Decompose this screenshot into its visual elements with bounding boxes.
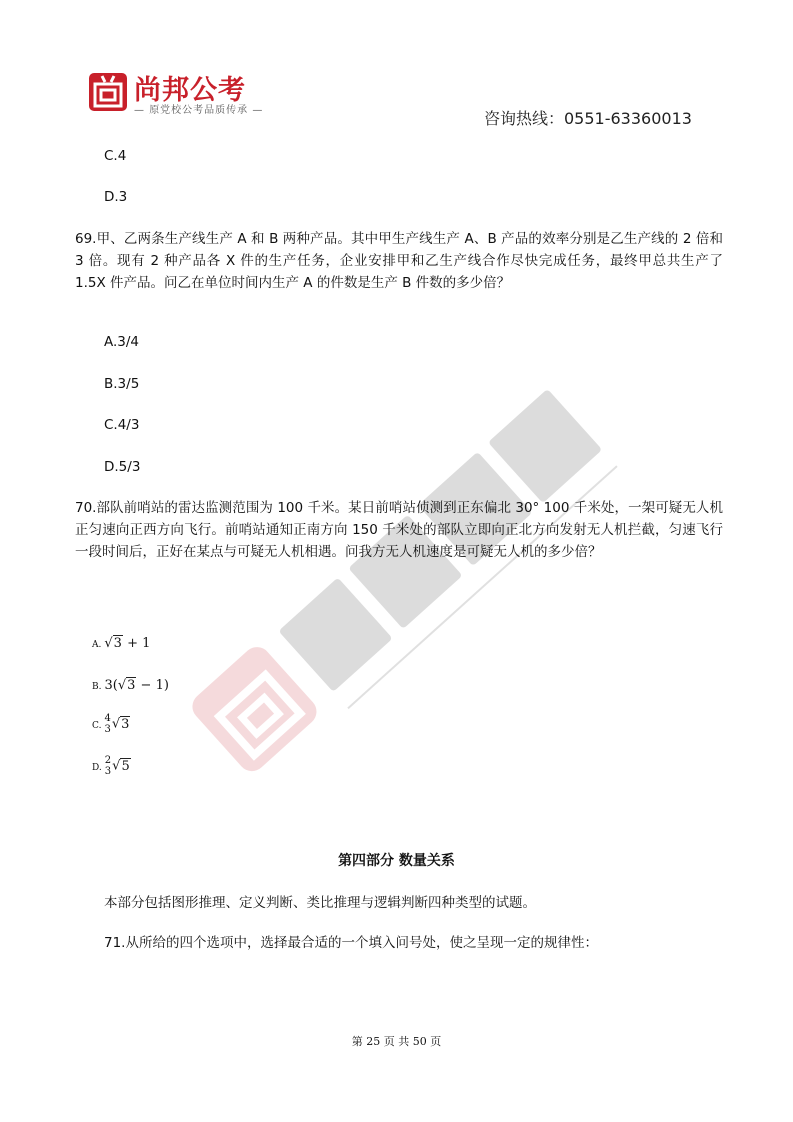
prev-option-d: D.3	[104, 189, 128, 205]
hotline: 咨询热线：0551-63360013	[484, 109, 692, 128]
q69-option-b: B.3/5	[104, 376, 140, 392]
section-intro: 本部分包括图形推理、定义判断、类比推理与逻辑判断四种类型的试题。	[104, 895, 536, 911]
q70-option-d: D. 2 3 √5	[92, 755, 130, 777]
question-71-text: 71.从所给的四个选项中，选择最合适的一个填入问号处，使之呈现一定的规律性：	[104, 935, 598, 951]
watermark-logo	[150, 330, 670, 800]
q70-option-c: C. 4 3 √3	[92, 713, 130, 735]
question-70-text: 70.部队前哨站的雷达监测范围为 100 千米。某日前哨站侦测到正东偏北 30° 100 千米处，一架可疑无人机正匀速向正西方向飞行。前哨站通知正南方向 150 千米处的部队立即向正北方向发射无人机拦截，匀速飞行一段时间后，正好在某点与可疑无人机相遇。问我方无人机速度是可疑无人机的多少倍？	[75, 500, 723, 560]
brand-name: 尚邦公考	[134, 75, 246, 106]
q70-option-a: A. √3 + 1	[92, 636, 151, 651]
section-title: 第四部分 数量关系	[338, 853, 455, 869]
q69-option-a: A.3/4	[104, 334, 140, 350]
brand-logo	[88, 70, 288, 116]
brand-slogan: — 原党校公考品质传承 —	[134, 105, 264, 116]
brand-logo-icon	[88, 70, 128, 112]
q69-option-d: D.5/3	[104, 459, 141, 475]
q69-option-c: C.4/3	[104, 417, 140, 433]
q70-option-b: B. 3(√3 − 1)	[92, 678, 169, 693]
page-number: 第 25 页 共 50 页	[351, 1035, 442, 1048]
prev-option-c: C.4	[104, 148, 127, 164]
question-69-text: 69.甲、乙两条生产线生产 A 和 B 两种产品。其中甲生产线生产 A、B 产品的效率分别是乙生产线的 2 倍和 3 倍。现有 2 种产品各 X 件的生产任务，企业安排甲和乙生产线合作尽快完成任务，最终甲总共生产了 1.5X 件产品。问乙在单位时间内生产 A 的件数是生产 B 件数的多少倍？	[75, 231, 723, 291]
